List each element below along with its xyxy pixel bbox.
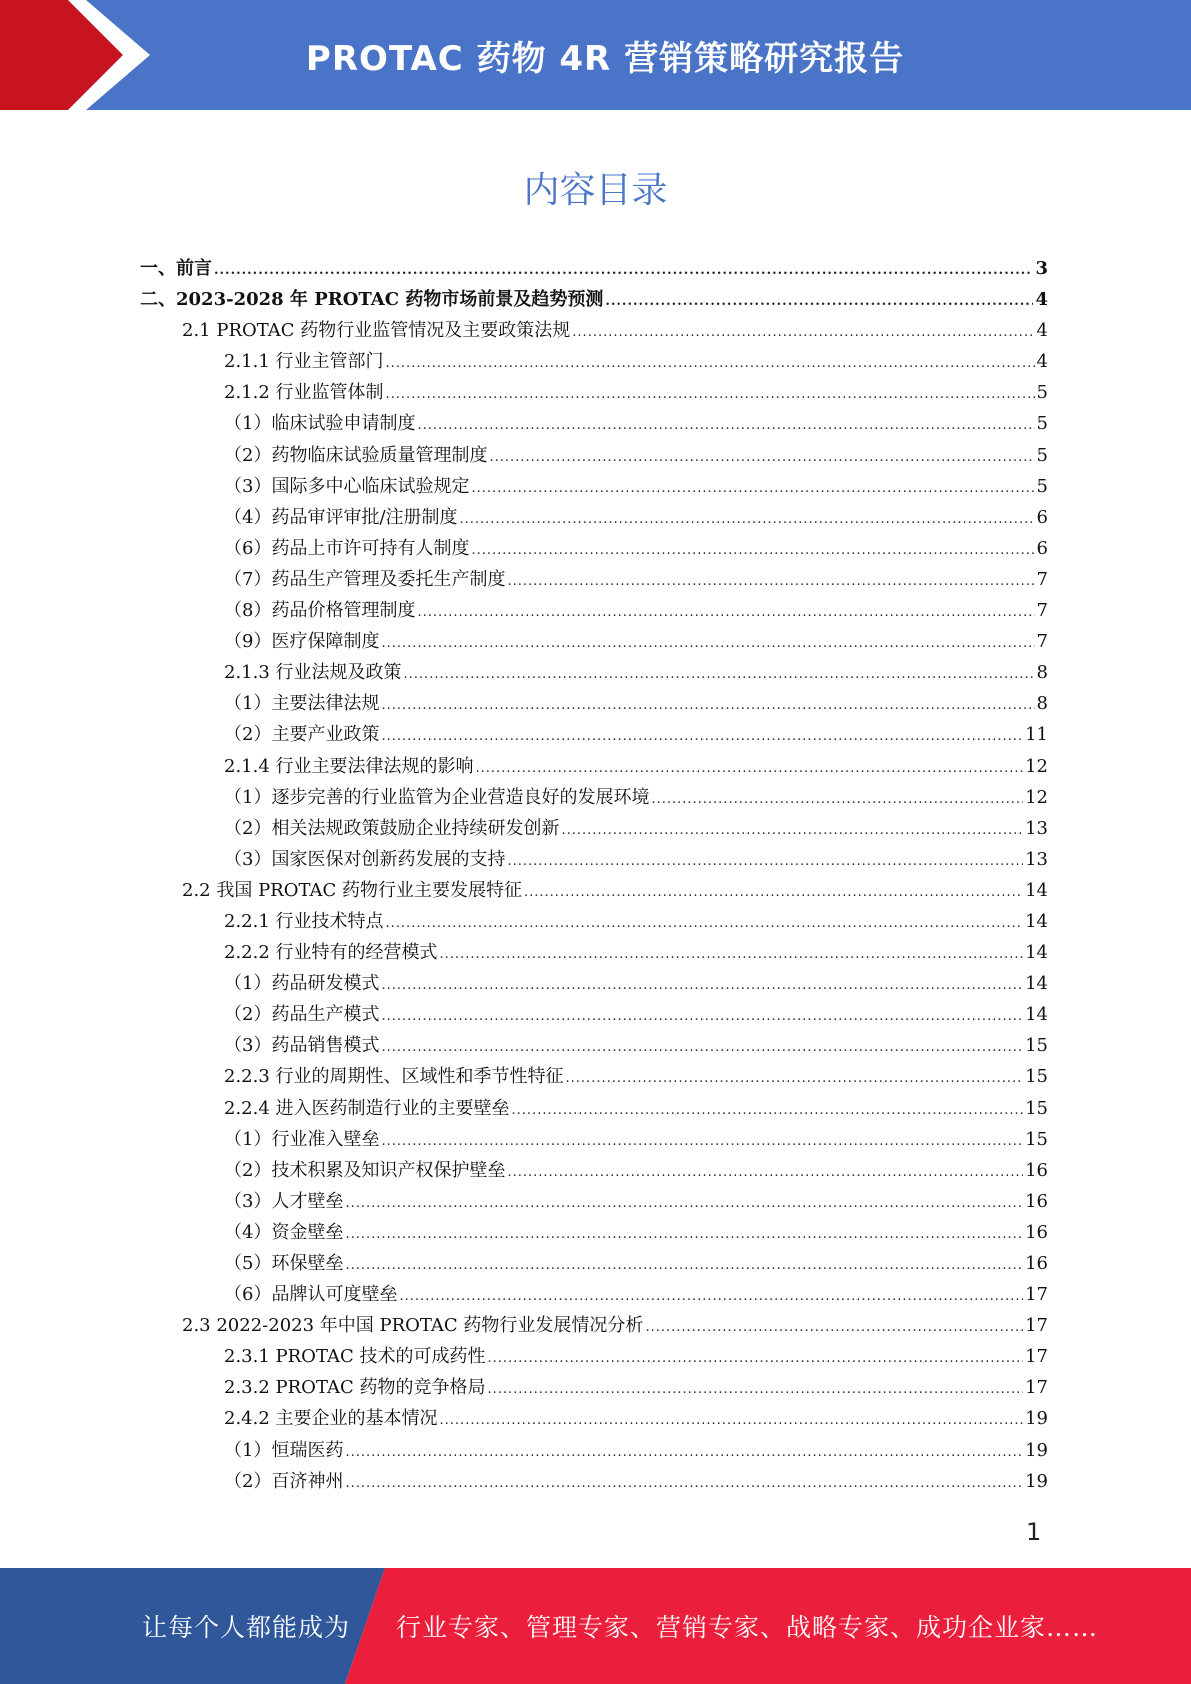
toc-entry-label: 2.1.4 行业主要法律法规的影响 bbox=[224, 755, 474, 777]
toc-entry-page: 16 bbox=[1025, 1221, 1048, 1243]
toc-leader-dots bbox=[507, 1157, 1023, 1188]
toc-entry-page: 4 bbox=[1036, 320, 1048, 342]
toc-entry[interactable] bbox=[140, 813, 1048, 844]
toc-entry-page: 14 bbox=[1025, 973, 1048, 995]
toc-leader-dots bbox=[417, 410, 1034, 441]
page-number: 1 bbox=[1026, 1518, 1042, 1546]
toc-entry-label: 2.2.3 行业的周期性、区域性和季节性特征 bbox=[224, 1066, 564, 1088]
toc-leader-dots bbox=[381, 690, 1034, 721]
toc-entry[interactable] bbox=[140, 1093, 1048, 1124]
page-header bbox=[0, 0, 1191, 110]
toc-entry-page: 5 bbox=[1036, 413, 1048, 435]
toc-entry[interactable] bbox=[140, 719, 1048, 750]
toc-entry[interactable] bbox=[140, 1124, 1048, 1155]
toc-entry-label: （1）恒瑞医药 bbox=[224, 1439, 344, 1461]
toc-leader-dots bbox=[645, 1312, 1023, 1343]
toc-entry-page: 7 bbox=[1036, 631, 1048, 653]
toc-entry-label: （1）行业准入壁垒 bbox=[224, 1128, 380, 1150]
toc-leader-dots bbox=[381, 1032, 1023, 1063]
toc-entry-label: （6）药品上市许可持有人制度 bbox=[224, 537, 470, 559]
toc-leader-dots bbox=[476, 753, 1024, 784]
toc-entry-label: （2）百济神州 bbox=[224, 1470, 344, 1492]
toc-entry[interactable] bbox=[140, 906, 1048, 937]
toc-entry-label: 2.1.3 行业法规及政策 bbox=[224, 662, 402, 684]
toc-entry[interactable] bbox=[140, 844, 1048, 875]
toc-entry-page: 5 bbox=[1036, 382, 1048, 404]
toc-leader-dots bbox=[524, 877, 1023, 908]
toc-entry[interactable] bbox=[140, 937, 1048, 968]
toc-entry-label: （2）相关法规政策鼓励企业持续研发创新 bbox=[224, 817, 560, 839]
toc-entry[interactable] bbox=[140, 1466, 1048, 1497]
toc-entry[interactable] bbox=[140, 253, 1048, 284]
toc-leader-dots bbox=[381, 1126, 1023, 1157]
toc-entry-label: （4）药品审评审批/注册制度 bbox=[224, 506, 458, 528]
toc-entry-page: 6 bbox=[1036, 506, 1048, 528]
toc-leader-dots bbox=[345, 1250, 1023, 1281]
toc-entry-page: 15 bbox=[1025, 1035, 1048, 1057]
toc-entry-label: （2）药品生产模式 bbox=[224, 1004, 380, 1026]
toc-entry-page: 3 bbox=[1035, 258, 1048, 279]
toc-entry-page: 14 bbox=[1025, 942, 1048, 964]
toc-leader-dots bbox=[440, 939, 1024, 970]
toc-leader-dots bbox=[386, 908, 1024, 939]
toc-entry-page: 6 bbox=[1036, 537, 1048, 559]
toc-leader-dots bbox=[512, 1095, 1024, 1126]
toc-entry-label: （3）国家医保对创新药发展的支持 bbox=[224, 848, 506, 870]
toc-entry[interactable] bbox=[140, 1279, 1048, 1310]
toc-entry-label: 2.2 我国 PROTAC 药物行业主要发展特征 bbox=[182, 879, 523, 901]
toc-entry-label: 2.1 PROTAC 药物行业监管情况及主要政策法规 bbox=[182, 320, 571, 342]
toc-entry-page: 14 bbox=[1025, 1004, 1048, 1026]
toc-entry-label: 2.2.1 行业技术特点 bbox=[224, 910, 384, 932]
toc-entry-label: （2）药物临床试验质量管理制度 bbox=[224, 444, 488, 466]
toc-heading: 内容目录 bbox=[523, 170, 668, 211]
footer-slogan-left: 让每个人都能成为 bbox=[142, 1613, 351, 1642]
toc-entry[interactable] bbox=[140, 346, 1048, 377]
toc-leader-dots bbox=[381, 628, 1034, 659]
toc-entry-page: 14 bbox=[1025, 910, 1048, 932]
toc-entry[interactable] bbox=[140, 626, 1048, 657]
toc-leader-dots bbox=[386, 379, 1035, 410]
toc-leader-dots bbox=[440, 1405, 1024, 1436]
toc-leader-dots bbox=[381, 721, 1023, 752]
toc-entry-label: （8）药品价格管理制度 bbox=[224, 600, 416, 622]
toc-entry-page: 16 bbox=[1025, 1253, 1048, 1274]
toc-entry-page: 14 bbox=[1025, 879, 1048, 901]
toc-entry[interactable] bbox=[140, 1372, 1048, 1403]
toc-leader-dots bbox=[345, 1468, 1023, 1499]
toc-entry-label: 2.1.2 行业监管体制 bbox=[224, 382, 384, 404]
toc-entry-page: 16 bbox=[1025, 1190, 1048, 1212]
toc-leader-dots bbox=[507, 566, 1034, 597]
toc-entry-page: 8 bbox=[1036, 662, 1048, 684]
toc-entry-label: （2）主要产业政策 bbox=[224, 724, 380, 746]
toc-entry-page: 4 bbox=[1035, 289, 1048, 311]
toc-leader-dots bbox=[386, 348, 1035, 379]
toc-leader-dots bbox=[460, 504, 1035, 535]
toc-entry-page: 13 bbox=[1025, 817, 1048, 839]
toc-entry-page: 11 bbox=[1025, 724, 1048, 746]
toc-entry-label: 2.2.4 进入医药制造行业的主要壁垒 bbox=[224, 1097, 510, 1119]
toc-leader-dots bbox=[381, 1001, 1023, 1032]
toc-entry-label: 2.3.2 PROTAC 药物的竞争格局 bbox=[224, 1377, 486, 1399]
toc-entry[interactable] bbox=[140, 1155, 1048, 1186]
toc-leader-dots bbox=[651, 784, 1023, 815]
toc-entry[interactable] bbox=[140, 595, 1048, 626]
toc-entry-label: 二、2023-2028 年 PROTAC 药物市场前景及趋势预测 bbox=[140, 289, 604, 311]
table-of-contents bbox=[140, 253, 1048, 1497]
toc-entry[interactable] bbox=[140, 502, 1048, 533]
toc-entry[interactable] bbox=[140, 408, 1048, 439]
toc-entry-label: （9）医疗保障制度 bbox=[224, 631, 380, 653]
toc-entry-page: 17 bbox=[1025, 1377, 1048, 1399]
toc-entry[interactable] bbox=[140, 688, 1048, 719]
toc-entry-page: 16 bbox=[1025, 1159, 1048, 1181]
page-footer bbox=[0, 1568, 1191, 1684]
toc-entry-label: （3）人才壁垒 bbox=[224, 1190, 344, 1212]
toc-leader-dots bbox=[507, 846, 1023, 877]
toc-entry-page: 12 bbox=[1025, 755, 1048, 777]
toc-entry-label: 一、前言 bbox=[140, 258, 212, 279]
toc-entry-label: 2.3.1 PROTAC 技术的可成药性 bbox=[224, 1346, 486, 1368]
toc-leader-dots bbox=[345, 1219, 1023, 1250]
toc-entry[interactable] bbox=[140, 1186, 1048, 1217]
toc-entry[interactable] bbox=[140, 564, 1048, 595]
toc-entry-page: 17 bbox=[1025, 1346, 1048, 1368]
toc-entry-label: 2.4.2 主要企业的基本情况 bbox=[224, 1408, 438, 1430]
toc-entry-label: （4）资金壁垒 bbox=[224, 1221, 344, 1243]
toc-entry-label: （1）逐步完善的行业监管为企业营造良好的发展环境 bbox=[224, 786, 650, 808]
toc-entry[interactable] bbox=[140, 471, 1048, 502]
toc-entry-page: 19 bbox=[1025, 1439, 1048, 1461]
toc-entry[interactable] bbox=[140, 284, 1048, 315]
toc-entry[interactable] bbox=[140, 782, 1048, 813]
toc-entry-label: （3）药品销售模式 bbox=[224, 1035, 380, 1057]
toc-leader-dots bbox=[345, 1188, 1023, 1219]
toc-entry[interactable] bbox=[140, 1061, 1048, 1092]
toc-leader-dots bbox=[381, 970, 1023, 1001]
toc-leader-dots bbox=[404, 659, 1035, 690]
toc-leader-dots bbox=[345, 1437, 1023, 1468]
toc-entry[interactable] bbox=[140, 1310, 1048, 1341]
toc-leader-dots bbox=[572, 317, 1034, 348]
toc-entry-label: （1）临床试验申请制度 bbox=[224, 413, 416, 435]
toc-entry-page: 7 bbox=[1036, 568, 1048, 590]
toc-entry-label: （1）药品研发模式 bbox=[224, 973, 380, 995]
toc-entry[interactable] bbox=[140, 315, 1048, 346]
toc-entry-page: 5 bbox=[1036, 475, 1048, 497]
toc-leader-dots bbox=[399, 1281, 1023, 1312]
footer-slogan-right: 行业专家、管理专家、营销专家、战略专家、成功企业家…… bbox=[396, 1613, 1099, 1642]
toc-entry[interactable] bbox=[140, 533, 1048, 564]
toc-leader-dots bbox=[561, 815, 1023, 846]
toc-leader-dots bbox=[489, 442, 1034, 473]
toc-entry-page: 17 bbox=[1025, 1315, 1048, 1337]
toc-entry-page: 8 bbox=[1036, 693, 1048, 715]
toc-entry[interactable] bbox=[140, 1435, 1048, 1466]
toc-entry[interactable] bbox=[140, 999, 1048, 1030]
toc-entry-label: 2.1.1 行业主管部门 bbox=[224, 351, 384, 373]
toc-entry-page: 15 bbox=[1025, 1097, 1048, 1119]
toc-entry-page: 12 bbox=[1025, 786, 1048, 808]
toc-entry-label: （3）国际多中心临床试验规定 bbox=[224, 475, 470, 497]
toc-leader-dots bbox=[605, 286, 1033, 317]
toc-entry[interactable] bbox=[140, 1030, 1048, 1061]
toc-leader-dots bbox=[487, 1343, 1023, 1374]
toc-leader-dots bbox=[417, 597, 1034, 628]
toc-leader-dots bbox=[471, 535, 1034, 566]
toc-entry-label: 2.2.2 行业特有的经营模式 bbox=[224, 942, 438, 964]
toc-entry-page: 5 bbox=[1036, 444, 1048, 466]
toc-entry-label: （5）环保壁垒 bbox=[224, 1253, 344, 1274]
toc-entry[interactable] bbox=[140, 1403, 1048, 1434]
toc-leader-dots bbox=[487, 1374, 1023, 1405]
toc-entry-page: 19 bbox=[1025, 1470, 1048, 1492]
toc-entry-page: 7 bbox=[1036, 600, 1048, 622]
toc-entry[interactable] bbox=[140, 1248, 1048, 1279]
toc-entry[interactable] bbox=[140, 751, 1048, 782]
toc-entry-label: （7）药品生产管理及委托生产制度 bbox=[224, 568, 506, 590]
toc-entry-page: 17 bbox=[1025, 1284, 1048, 1306]
toc-entry-page: 15 bbox=[1025, 1066, 1048, 1088]
toc-entry-label: （1）主要法律法规 bbox=[224, 693, 380, 715]
toc-entry-label: （2）技术积累及知识产权保护壁垒 bbox=[224, 1159, 506, 1181]
toc-entry-label: 2.3 2022-2023 年中国 PROTAC 药物行业发展情况分析 bbox=[182, 1315, 644, 1337]
toc-entry[interactable] bbox=[140, 377, 1048, 408]
toc-entry-label: （6）品牌认可度壁垒 bbox=[224, 1284, 398, 1306]
toc-leader-dots bbox=[566, 1063, 1024, 1094]
toc-entry-page: 13 bbox=[1025, 848, 1048, 870]
toc-entry[interactable] bbox=[140, 1217, 1048, 1248]
toc-entry[interactable] bbox=[140, 657, 1048, 688]
toc-leader-dots bbox=[471, 473, 1034, 504]
report-title: PROTAC 药物 4R 营销策略研究报告 bbox=[305, 38, 905, 79]
toc-entry-page: 15 bbox=[1025, 1128, 1048, 1150]
toc-entry[interactable] bbox=[140, 1341, 1048, 1372]
toc-entry-page: 4 bbox=[1036, 351, 1048, 373]
toc-leader-dots bbox=[214, 255, 1033, 286]
toc-entry-page: 19 bbox=[1025, 1408, 1048, 1430]
toc-entry[interactable] bbox=[140, 968, 1048, 999]
toc-entry[interactable] bbox=[140, 440, 1048, 471]
toc-entry[interactable] bbox=[140, 875, 1048, 906]
